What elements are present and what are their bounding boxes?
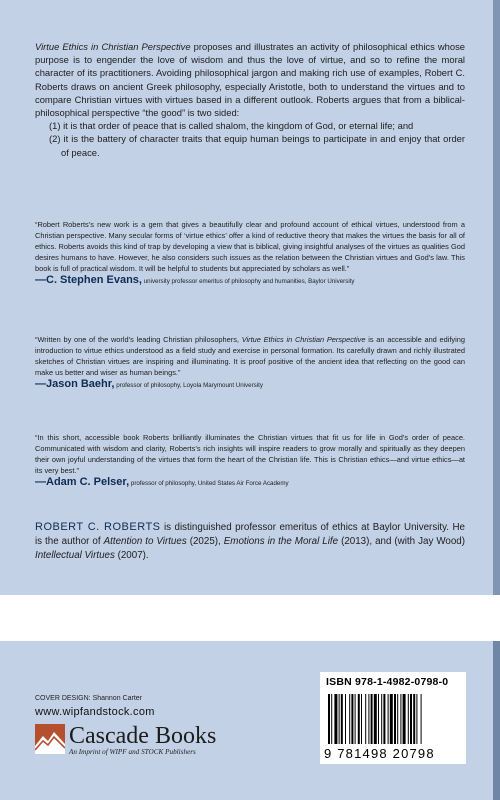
barcode-bar <box>339 694 340 744</box>
endorsement-attribution <box>35 378 465 392</box>
endorsement-text <box>35 334 465 378</box>
bio-text: (2025), <box>186 536 224 547</box>
endorser-name: —Jason Baehr, <box>35 378 115 390</box>
endorsement-text: “Robert Roberts’s new work is a gem that gives a beautifully clear and profound account of ethical virtues, understood from a Christian perspective. Many secular forms of ‘virtue ethics’ offer a kind of reductive theory that makes the virtues the basis for all of ethics. Roberts avoids this kind of trap by developing a view that is biblical, giving insightful analyses of the virtues as qualities God desires humans to have. However, he also considers such issues as the relation between the Christian virtues and God’s law. This book is full of practical wisdom. It will be helpful to students but appreciated by scholars as well.” <box>35 220 465 273</box>
publisher-website: www.wipfandstock.com <box>35 706 155 718</box>
endorsement-text-b: is an accessible and edifying introduction to virtue ethics understood as a field study and exercise in personal formation. Its carefully drawn and richly illustrated sketches of Christian virtues are inspiring and illuminating. It is proof positive of the ancient idea that reflecting on the good can make us better and wiser as human beings.” <box>35 335 465 377</box>
barcode-bar <box>374 694 377 744</box>
barcode-digits: 9 781498 20798 <box>324 746 435 761</box>
barcode-bar <box>400 694 401 744</box>
white-band <box>0 595 500 641</box>
author-bio <box>35 520 465 563</box>
book-title: Emotions in the Moral Life <box>223 536 339 547</box>
barcode-bar <box>421 694 422 744</box>
barcode-bar <box>331 694 332 744</box>
barcode-bar <box>403 694 406 744</box>
endorsement-attribution <box>35 476 465 490</box>
publisher-logo <box>35 724 216 756</box>
barcode-bar <box>383 694 385 744</box>
endorser-name: —C. Stephen Evans, <box>35 274 142 286</box>
barcode-bar <box>341 694 343 744</box>
bio-text: (2013), and (with Jay Wood) <box>338 536 466 547</box>
good-point-1: (1) it is that order of peace that is called shalom, the kingdom of God, or eternal life; and <box>49 120 414 132</box>
isbn-barcode-block <box>320 672 466 764</box>
logo-wordmark <box>69 724 216 756</box>
barcode-bar <box>361 694 362 744</box>
barcode-bar <box>351 694 353 744</box>
endorsement-2 <box>35 334 465 392</box>
barcode-bar <box>368 694 369 744</box>
description-text: proposes and illustrates an activity of philosophical ethics whose purpose is to engender the love of wisdom and thus the love of virtue, and so to refine the moral character of its practitioners. Avoiding philosophical jargon and making rich use of examples, Robert C. Roberts draws on ancient Greek philosophy, especially Aristotle, both to understand the virtues and to compare Christian virtues with virtues based in a different outlook. Roberts argues that from a biblical-philosophical perspective “the good” is two sided: <box>35 41 465 119</box>
barcode-bar <box>334 694 337 744</box>
cover-design-credit: COVER DESIGN: Shannon Carter <box>35 695 142 702</box>
barcode-bar <box>381 694 382 744</box>
barcode-bar <box>371 694 373 744</box>
isbn-number: ISBN 978-1-4982-0798-0 <box>326 676 449 688</box>
book-description <box>35 40 465 159</box>
good-points-list <box>35 119 465 159</box>
barcode-bar <box>388 694 389 744</box>
barcode-bar <box>408 694 409 744</box>
barcode-bar <box>358 694 360 744</box>
barcode-bar <box>416 694 417 744</box>
bio-text: is distinguished professor emeritus of ethics at Baylor University. He is the author of <box>35 522 465 547</box>
barcode-bar <box>413 694 415 744</box>
barcode-bar <box>378 694 379 744</box>
endorsement-attribution <box>35 274 465 288</box>
good-point-2: (2) it is the battery of character traits that equip human beings to participate in and enjoy that order of peace. <box>49 133 465 158</box>
endorser-role: professor of philosophy, United States Air Force Academy <box>129 480 289 487</box>
mountain-logo-icon <box>35 724 65 754</box>
barcode-icon <box>328 694 458 744</box>
book-title: Virtue Ethics in Christian Perspective <box>241 335 366 344</box>
barcode-bar <box>355 694 356 744</box>
barcode-bar <box>410 694 412 744</box>
barcode-bar <box>365 694 366 744</box>
endorser-role: university professor emeritus of philosophy and humanities, Baylor University <box>141 278 355 285</box>
description-paragraph <box>35 40 465 119</box>
barcode-bar <box>390 694 393 744</box>
book-title: Virtue Ethics in Christian Perspective <box>35 41 191 52</box>
publisher-name: Cascade Books <box>69 723 217 749</box>
barcode-bar <box>328 694 330 744</box>
author-name: ROBERT C. ROBERTS <box>35 521 161 533</box>
barcode-bar <box>349 694 350 744</box>
endorsement-3 <box>35 432 465 490</box>
imprint-line: An Imprint of WIPF and STOCK Publishers <box>69 748 196 756</box>
barcode-bar <box>345 694 346 744</box>
book-title: Attention to Virtues <box>103 536 187 547</box>
endorsement-text: “In this short, accessible book Roberts brilliantly illuminates the Christian virtues that fit us for life in God’s order of peace. Communicated with wisdom and clarity, Roberts’s rich insights will inspire readers to grow morally and spiritually as they deepen their own joyful understanding of the virtues that form the heart of the Christian life. This is Christian ethics—and virtue ethics—at its very best.” <box>35 433 465 475</box>
endorser-name: —Adam C. Pelser, <box>35 476 130 488</box>
barcode-bar <box>397 694 398 744</box>
endorser-role: professor of philosophy, Loyola Marymount University <box>114 382 263 389</box>
endorsement-1 <box>35 219 465 288</box>
bio-text: (2007). <box>114 550 149 561</box>
endorsement-text-a: “Written by one of the world’s leading Christian philosophers, <box>35 335 242 344</box>
barcode-bar <box>394 694 396 744</box>
book-title: Intellectual Virtues <box>35 550 115 561</box>
